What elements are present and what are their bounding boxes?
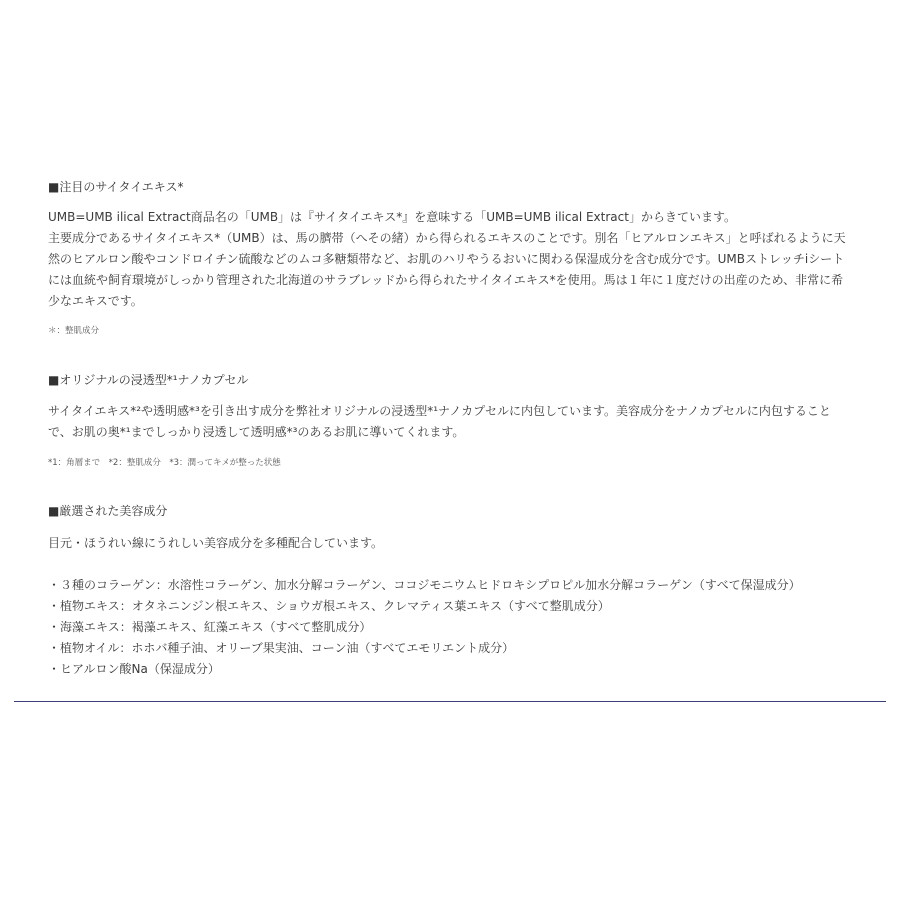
paragraph-line: 目元・ほうれい線にうれしい美容成分を多種配合しています。 <box>48 536 384 550</box>
section-paragraph-umbilical-extract <box>48 207 886 312</box>
footnote-umbilical-extract: ＊：整肌成分 <box>48 326 100 336</box>
paragraph-line: には血統や飼育環境がしっかり管理された北海道のサラブレッドから得られたサイタイエキス*を使用。馬は１年に１度だけの出産のため、非常に希 <box>48 273 844 287</box>
paragraph-line: 主要成分であるサイタイエキス*（UMB）は、馬の臍帯（へその緒）から得られるエキスのことです。別名「ヒアルロンエキス」と呼ばれるように天 <box>48 231 846 245</box>
section-paragraph-beauty-ingredients <box>48 533 886 554</box>
list-item: ・３種のコラーゲン：水溶性コラーゲン、加水分解コラーゲン、ココジモニウムヒドロキシプロピル加水分解コラーゲン（すべて保湿成分） <box>48 578 801 592</box>
paragraph-line: 然のヒアルロン酸やコンドロイチン硫酸などのムコ多糖類帯など、お肌のハリやうるおいに関わる保湿成分を含む成分です。UMBストレッチiシート <box>48 252 845 266</box>
section-title-nanocapsule: ■オリジナルの浸透型*¹ナノカプセル <box>48 373 249 387</box>
section-title-beauty-ingredients: ■厳選された美容成分 <box>48 504 168 518</box>
list-item: ・ヒアルロン酸Na（保湿成分） <box>48 662 220 676</box>
list-item: ・海藻エキス：褐藻エキス、紅藻エキス（すべて整肌成分） <box>48 620 372 634</box>
paragraph-line: 少なエキスです。 <box>48 294 143 308</box>
paragraph-line: UMB=UMB ilical Extract商品名の「UMB」は『サイタイエキス*』を意味する「UMB=UMB ilical Extract」からきています。 <box>48 210 736 224</box>
section-title-umbilical-extract: ■注目のサイタイエキス* <box>48 180 184 194</box>
ingredient-list <box>48 575 801 680</box>
list-item: ・植物オイル：ホホバ種子油、オリーブ果実油、コーン油（すべてエモリエント成分） <box>48 641 515 655</box>
bottom-divider <box>14 701 886 702</box>
section-paragraph-nanocapsule <box>48 401 886 443</box>
list-item: ・植物エキス：オタネニンジン根エキス、ショウガ根エキス、クレマティス葉エキス（すべて整肌成分） <box>48 599 610 613</box>
footnote-nanocapsule: *1：角層まで *2：整肌成分 *3：潤ってキメが整った状態 <box>48 458 281 468</box>
paragraph-line: サイタイエキス*²や透明感*³を引き出す成分を弊社オリジナルの浸透型*¹ナノカプセルに内包しています。美容成分をナノカプセルに内包すること <box>48 404 831 418</box>
paragraph-line: で、お肌の奥*¹までしっかり浸透して透明感*³のあるお肌に導いてくれます。 <box>48 425 465 439</box>
